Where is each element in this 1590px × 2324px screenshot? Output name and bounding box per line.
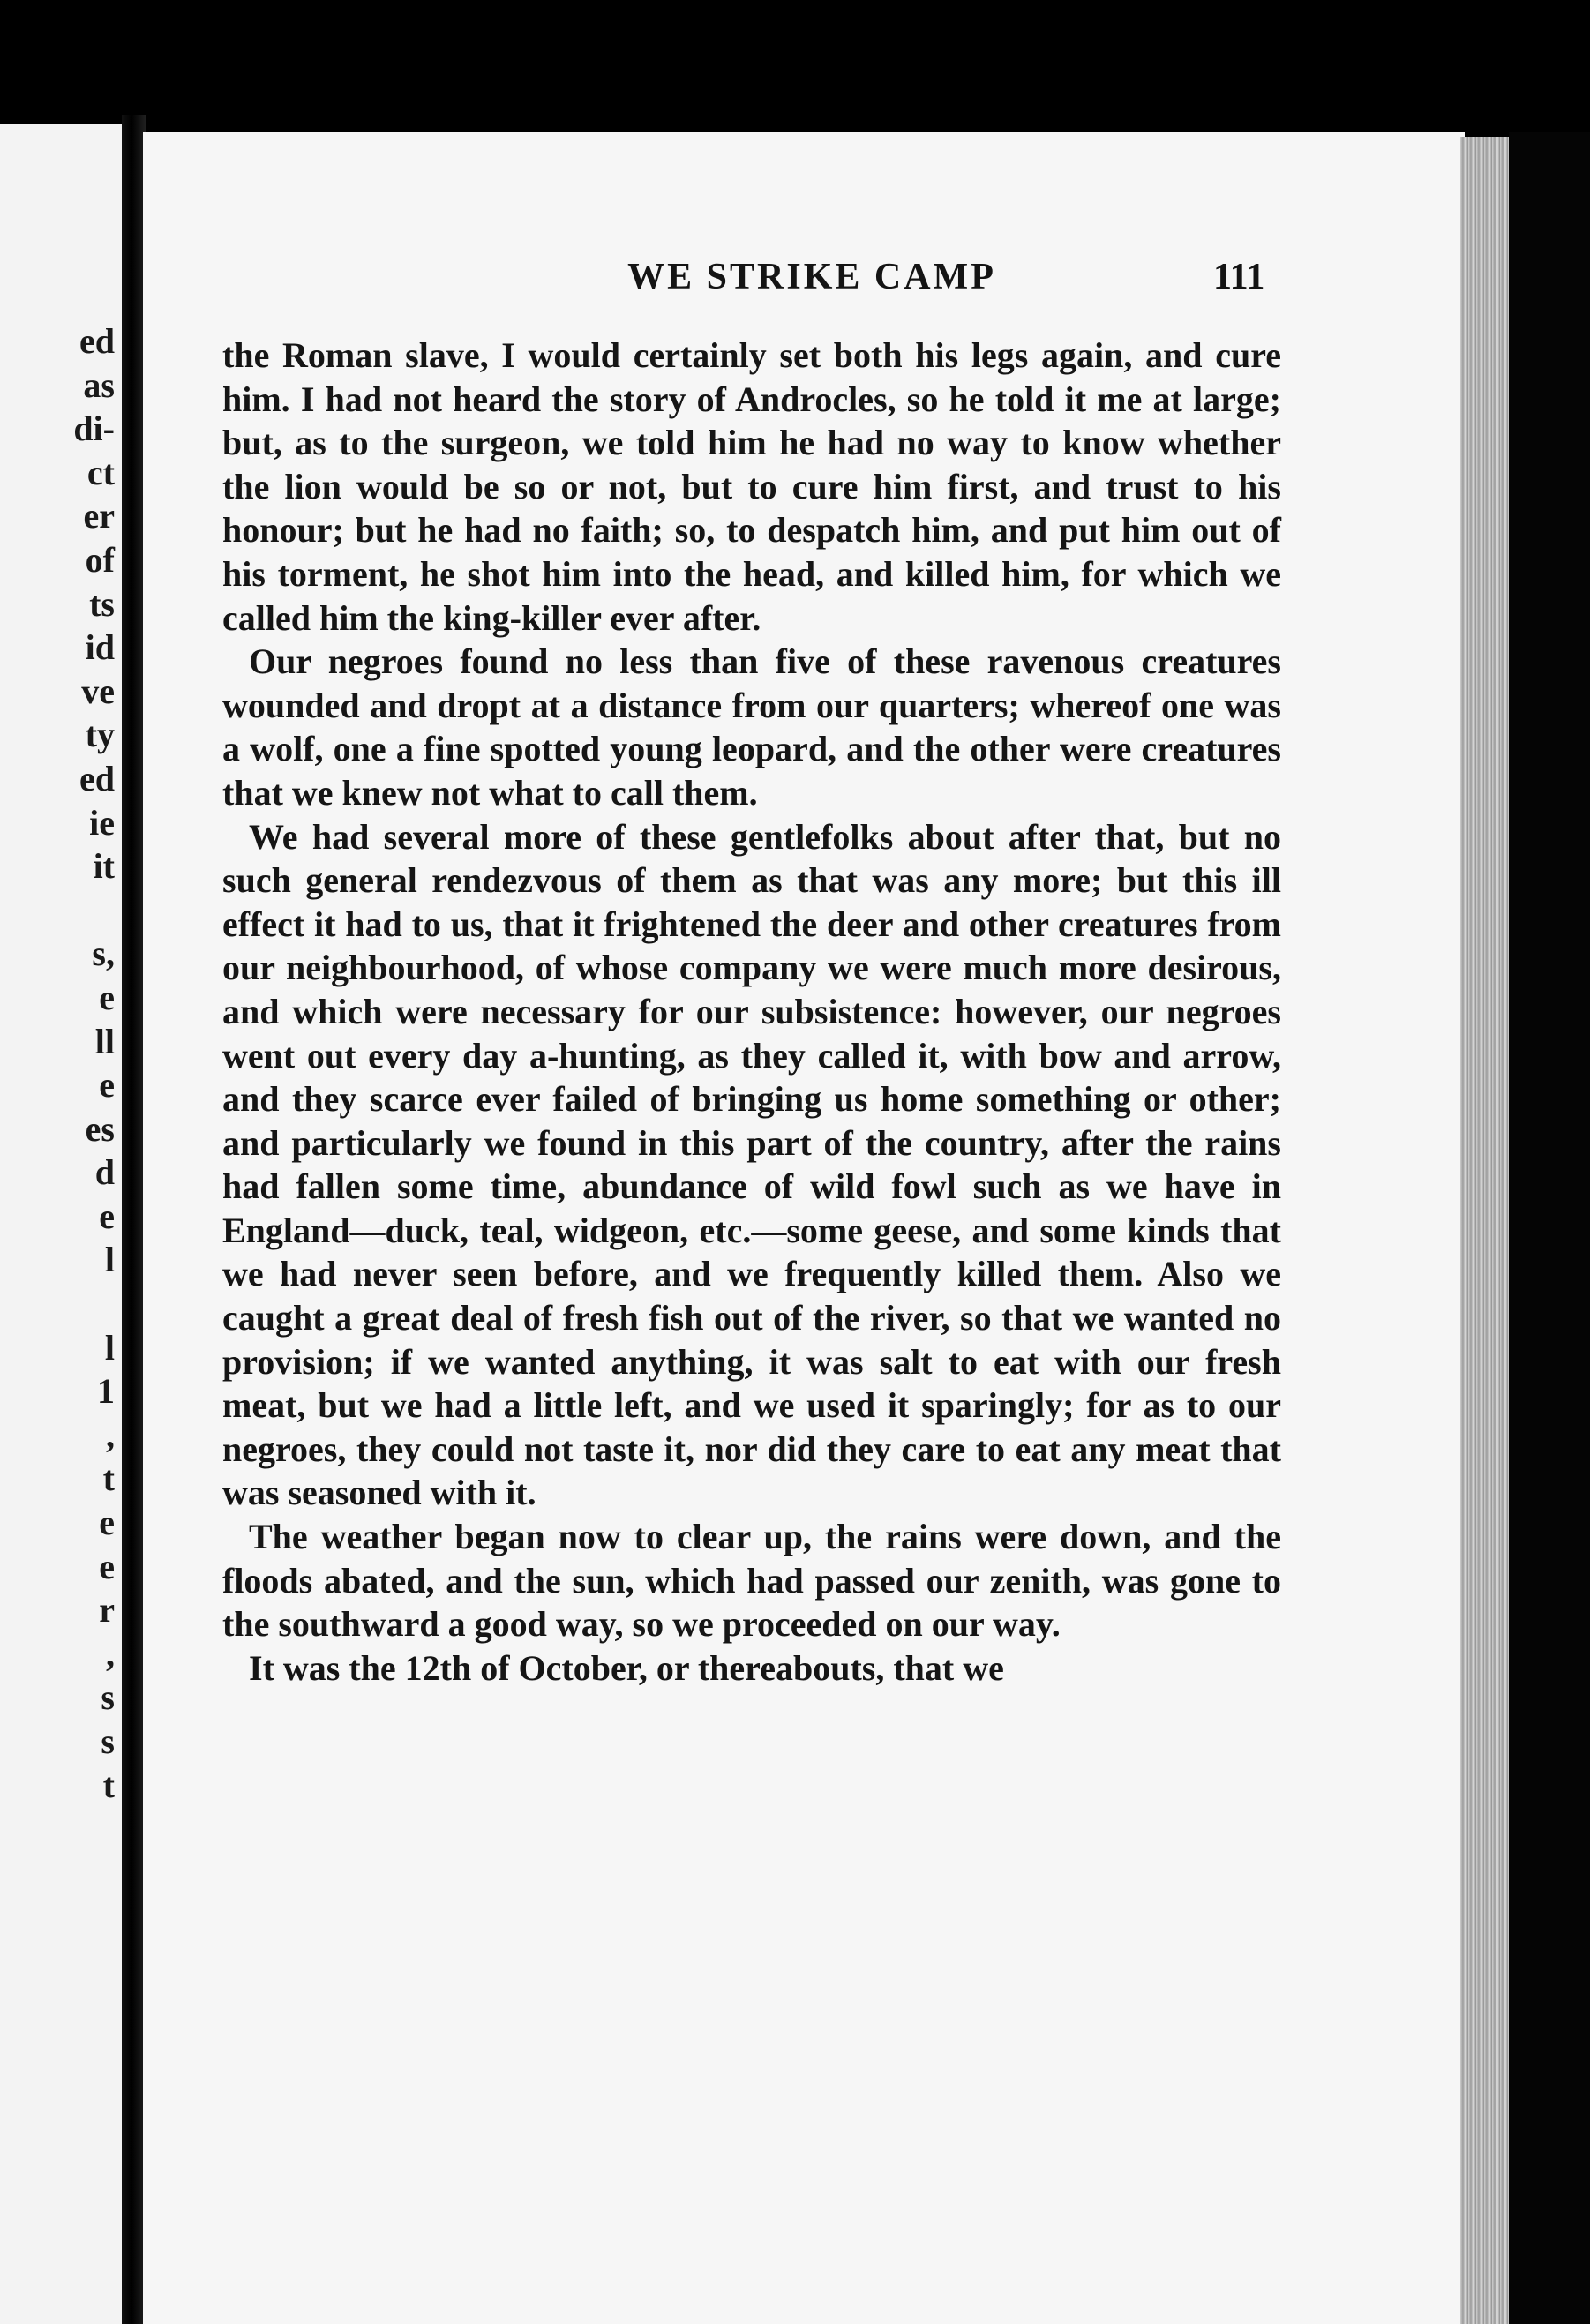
left-page-fragment: 1	[97, 1371, 115, 1412]
paragraph-4: The weather began now to clear up, the rains were down, and the floods abated, and the sun, which had passed our zenith, was gone to the southward a good way, so we proceeded on our way.	[222, 1517, 1281, 1645]
left-page-fragment: ,	[106, 1633, 115, 1674]
left-page-fragment: id	[85, 627, 115, 668]
left-page-fragment: ct	[86, 452, 115, 492]
left-page-fragment	[73, 888, 115, 933]
left-page-fragment: r	[99, 1590, 115, 1631]
running-title: WE STRIKE CAMP	[627, 257, 996, 297]
left-page-fragment	[73, 1282, 115, 1326]
left-page-fragment: ts	[89, 583, 115, 624]
left-page-fragment: s	[101, 1677, 115, 1718]
left-page-fragment: s	[101, 1721, 115, 1761]
left-page-fragment: ty	[85, 715, 115, 755]
left-page-fragment: l	[104, 1240, 115, 1280]
left-page-fragment: ed	[79, 758, 115, 798]
left-page-fragment: it	[93, 846, 115, 887]
left-page-fragment: of	[85, 539, 115, 580]
left-facing-page	[0, 124, 122, 2324]
left-page-fragment: e	[99, 1503, 115, 1543]
left-page-fragment: e	[99, 977, 115, 1017]
background-edge	[1509, 132, 1590, 2324]
paragraph-1: the Roman slave, I would certainly set both his legs again, and cure him. I had not heard the story of Androcles, so he told it me at large; but, as to the surgeon, we told him he had no way to know whether the lion would be so or not, but to cure him first, and trust to his honour; but he had no faith; so, to despatch him, and put him out of his torment, he shot him into the head, and killed him, for which we called him the king-killer ever after.	[222, 335, 1281, 638]
paragraph-5: It was the 12th of October, or thereabouts, that we	[249, 1647, 1004, 1688]
left-page-fragment: e	[99, 1546, 115, 1586]
left-page-fragment: es	[85, 1108, 115, 1149]
left-page-fragment: ie	[89, 802, 115, 843]
left-page-fragment: ve	[81, 671, 115, 711]
left-page-fragment: ed	[79, 321, 115, 361]
left-page-fragment: t	[102, 1765, 115, 1805]
left-page-fragment: l	[104, 1327, 115, 1368]
left-page-fragment: t	[102, 1458, 115, 1499]
left-page-fragment: di-	[73, 409, 115, 449]
left-page-text-fragments	[73, 319, 115, 1807]
paragraph-3: We had several more of these gentlefolks about after that, but no such general rendezvous of them as that was any more; but this ill effect it had to us, that it frightened the deer and other creatures from our neighbourhood, of whose company we were much more desirous, and which were necessary for our subsistence: however, our negroes went out every day a-hunting, as they called it, with bow and arrow, and they scarce ever failed of bringing us home something or other; and particularly we found in this part of the country, after the rains had fallen some time, abundance of wild fowl such as we have in England—duck, teal, widgeon, etc.—some geese, and some kinds that we had never seen before, and we frequently killed them. Also we caught a great deal of fresh fish out of the river, so that we wanted no provision; if we wanted anything, it was salt to eat with our fresh meat, but we had a little left, and we used it sparingly; for as to our negroes, they could not taste it, nor did they care to eat any meat that was seasoned with it.	[222, 816, 1281, 1513]
page-edge	[1460, 137, 1509, 2324]
left-page-fragment: d	[94, 1152, 115, 1193]
body-text	[222, 334, 1281, 1690]
page-number: 111	[1213, 257, 1265, 297]
left-page-fragment: ll	[94, 1021, 115, 1061]
left-page-fragment: s,	[92, 933, 115, 974]
left-page-fragment: ,	[106, 1414, 115, 1455]
left-page-fragment: e	[99, 1065, 115, 1106]
paragraph-2: Our negroes found no less than five of these ravenous creatures wounded and dropt at a distance from our quarters; whereof one was a wolf, one a fine spotted young leopard, and the other were creatures that we knew not what to call them.	[222, 641, 1281, 813]
left-page-fragment: as	[83, 364, 115, 405]
left-page-fragment: e	[99, 1196, 115, 1236]
left-page-fragment: er	[83, 496, 115, 536]
